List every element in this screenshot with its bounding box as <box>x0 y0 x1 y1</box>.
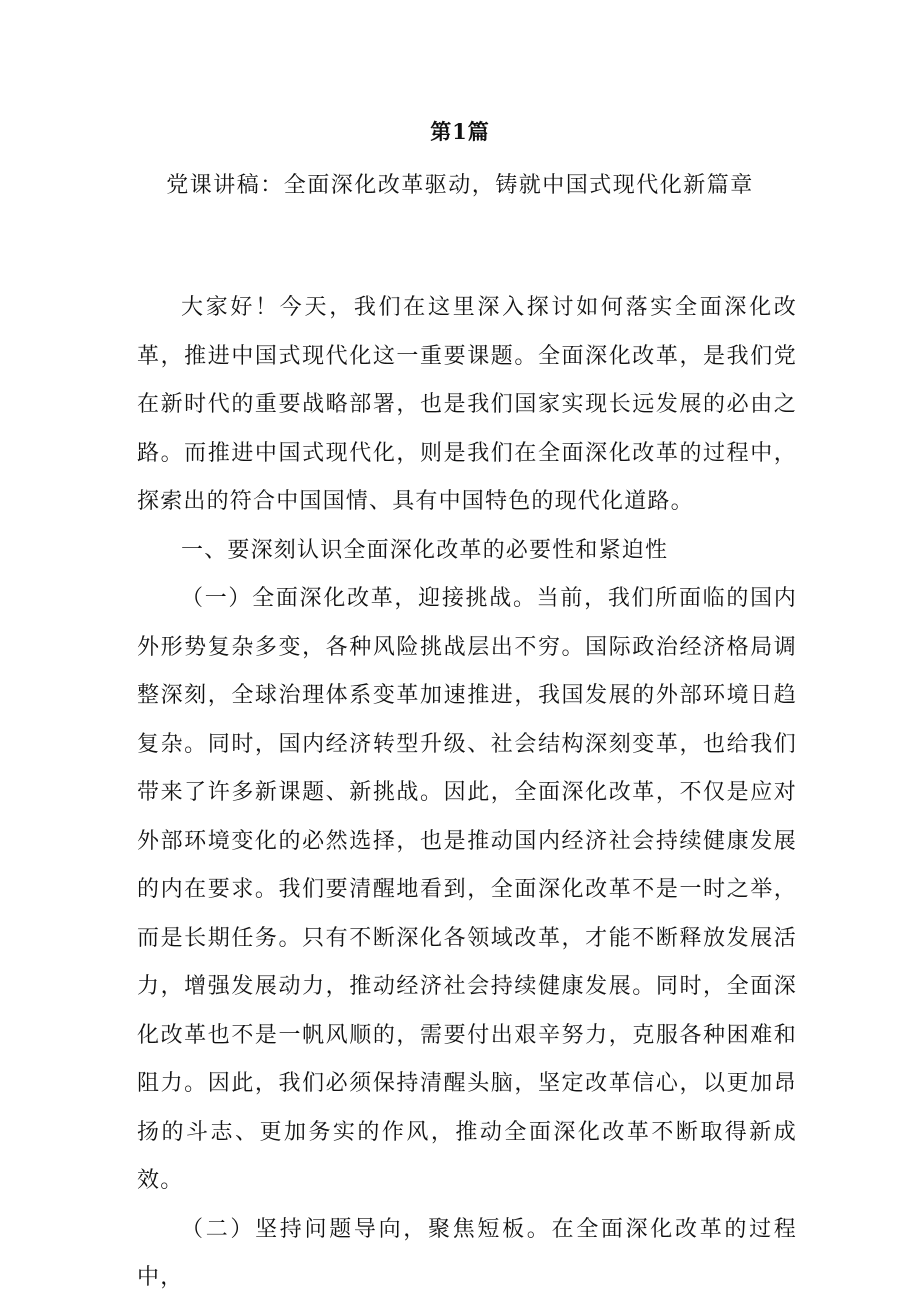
document-body <box>137 284 797 1303</box>
paragraph-intro: 大家好！今天，我们在这里深入探讨如何落实全面深化改革，推进中国式现代化这一重要课题。全面深化改革，是我们党在新时代的重要战略部署，也是我们国家实现长远发展的必由之路。而推进中国式现代化，则是我们在全面深化改革的过程中，探索出的符合中国国情、具有中国特色的现代化道路。 <box>137 295 797 514</box>
document-title: 党课讲稿：全面深化改革驱动，铸就中国式现代化新篇章 <box>166 173 754 198</box>
section-heading-1: 一、要深刻认识全面深化改革的必要性和紧迫性 <box>181 537 669 563</box>
paragraph-section-1-2: （二）坚持问题导向，聚焦短板。在全面深化改革的过程中， <box>137 1216 797 1290</box>
document-number: 第1篇 <box>430 119 490 144</box>
paragraph-section-1-1: （一）全面深化改革，迎接挑战。当前，我们所面临的国内外形势复杂多变，各种风险挑战层出不穷。国际政治经济格局调整深刻，全球治理体系变革加速推进，我国发展的外部环境日趋复杂。同时，国内经济转型升级、社会结构深刻变革，也给我们带来了许多新课题、新挑战。因此，全面深化改革，不仅是应对外部环境变化的必然选择，也是推动国内经济社会持续健康发展的内在要求。我们要清醒地看到，全面深化改革不是一时之举，而是长期任务。只有不断深化各领域改革，才能不断释放发展活力，增强发展动力，推动经济社会持续健康发展。同时，全面深化改革也不是一帆风顺的，需要付出艰辛努力，克服各种困难和阻力。因此，我们必须保持清醒头脑，坚定改革信心，以更加昂扬的斗志、更加务实的作风，推动全面深化改革不断取得新成效。 <box>137 586 797 1193</box>
